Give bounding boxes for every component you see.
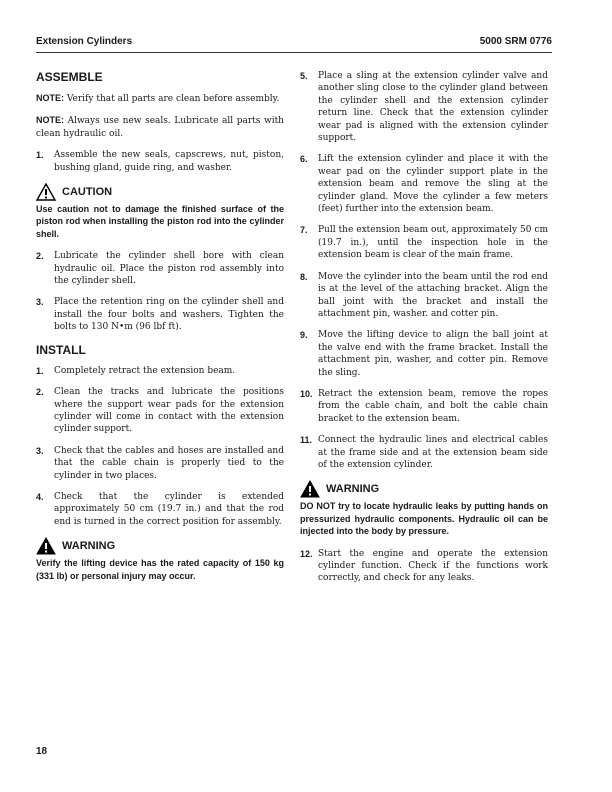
assemble-step-2 — [36, 250, 284, 287]
note-label: NOTE: — [36, 115, 64, 126]
step-number: 9. — [300, 330, 308, 341]
caution-icon — [36, 183, 56, 201]
install-step-5 — [300, 70, 548, 144]
step-text: Check that the cables and hoses are installed and that the cable chain is properly tied to the cylinder in two places. — [54, 445, 284, 481]
step-number: 2. — [36, 387, 44, 398]
note-text: Verify that all parts are clean before assembly. — [66, 94, 280, 104]
assemble-note-2 — [36, 114, 284, 140]
warning-text: DO NOT try to locate hydraulic leaks by putting hands on pressurized hydraulic components. Hydraulic oil can be injected into the body by pressure. — [300, 501, 548, 537]
warning-title: WARNING — [326, 483, 380, 496]
page-header — [36, 36, 552, 47]
step-text: Pull the extension beam out, approximately 50 cm (19.7 in.), until the inspection hole in the extension beam is clear of the main frame. — [318, 225, 548, 261]
page-number: 18 — [36, 746, 48, 757]
note-text: Always use new seals. Lubricate all parts with clean hydraulic oil. — [36, 116, 284, 139]
step-number: 11. — [300, 435, 313, 446]
install-step-8 — [300, 271, 548, 321]
install-step-10 — [300, 388, 548, 425]
step-number: 3. — [36, 445, 44, 456]
install-step-9 — [300, 329, 548, 379]
caution-text: Use caution not to damage the finished surface of the piston rod when installing the piston rod into the cylinder shell. — [36, 204, 284, 239]
step-number: 6. — [300, 154, 308, 165]
step-text: Move the lifting device to align the ball joint at the valve end with the frame bracket. Install the attachment pin, washer, and cotter pin. Remove the sling. — [318, 330, 548, 378]
step-text: Move the cylinder into the beam until the rod end is at the level of the attaching bracket. Align the ball joint with the bracket and install the attachment pin, washer. and cotter pin. — [318, 271, 548, 319]
warning-title: WARNING — [62, 540, 116, 553]
assemble-step-1 — [36, 149, 284, 174]
assemble-step-3 — [36, 296, 284, 333]
right-column — [300, 70, 548, 594]
caution-title: CAUTION — [62, 186, 113, 199]
install-step-3 — [36, 445, 284, 482]
step-text: Completely retract the extension beam. — [54, 365, 236, 376]
install-step-12 — [300, 548, 548, 585]
caution-title-row — [36, 183, 284, 201]
header-doc-code: 5000 SRM 0776 — [479, 36, 552, 47]
warning-icon — [36, 537, 56, 555]
install-step-1 — [36, 365, 284, 377]
step-text: Start the engine and operate the extension cylinder function. Check if the functions work correctly, and check for any leaks. — [318, 548, 548, 584]
step-number: 5. — [300, 71, 308, 81]
install-step-2 — [36, 386, 284, 436]
install-heading: INSTALL — [36, 342, 86, 357]
step-text: Retract the extension beam, remove the ropes from the cable chain, and bolt the cable chain bracket to the extension beam. — [318, 388, 548, 424]
install-step-6 — [300, 153, 548, 215]
left-column — [36, 70, 284, 592]
step-number: 2. — [36, 251, 44, 262]
step-number: 1. — [36, 365, 44, 376]
install-step-11 — [300, 434, 548, 471]
step-number: 4. — [36, 491, 44, 502]
install-step-4 — [36, 491, 284, 528]
step-number: 8. — [300, 271, 308, 282]
install-step-7 — [300, 224, 548, 261]
warning-title-row — [36, 537, 284, 555]
warning-title-row — [300, 480, 548, 498]
step-text: Lift the extension cylinder and place it with the wear pad on the cylinder support plate in the extension beam and remove the sling at the cylinder gland. Move the cylinder a few meters (feet) further into the extension beam. — [318, 154, 548, 215]
step-number: 3. — [36, 297, 44, 308]
step-number: 12. — [300, 548, 313, 559]
header-title: Extension Cylinders — [36, 36, 133, 47]
step-text: Assemble the new seals, capscrews, nut, piston, bushing gland, guide ring, and washer. — [54, 150, 284, 173]
step-text: Check that the cylinder is extended approximately 50 cm (19.7 in.) and that the rod end is turned in the correct position for assembly. — [54, 491, 284, 527]
warning-text: Verify the lifting device has the rated capacity of 150 kg (331 lb) or personal injury may occur. — [36, 558, 284, 581]
assemble-note-1 — [36, 92, 284, 105]
step-number: 7. — [300, 225, 308, 236]
step-number: 1. — [36, 150, 44, 161]
note-label: NOTE: — [36, 93, 64, 103]
step-text: Place the retention ring on the cylinder shell and install the four bolts and washers. Tighten the bolts to 130 N•m (96 lbf ft). — [54, 297, 284, 333]
header-rule — [36, 52, 552, 53]
warning-icon — [300, 480, 320, 498]
step-text: Clean the tracks and lubricate the positions where the support wear pads for the extension cylinder will come in contact with the extension cylinder support. — [54, 387, 284, 435]
step-text: Place a sling at the extension cylinder valve and another sling close to the cylinder gland between the cylinder shell and the extension cylinder return line. Check that the extension cylinder wear pad is aligned with the extension cylinder support. — [318, 71, 548, 144]
step-text: Connect the hydraulic lines and electrical cables at the frame side and at the extension beam side of the extension cylinder. — [318, 435, 548, 470]
step-text: Lubricate the cylinder shell bore with clean hydraulic oil. Place the piston rod assembly into the cylinder shell. — [54, 251, 284, 287]
assemble-heading: ASSEMBLE — [36, 70, 103, 84]
step-number: 10. — [300, 388, 313, 399]
